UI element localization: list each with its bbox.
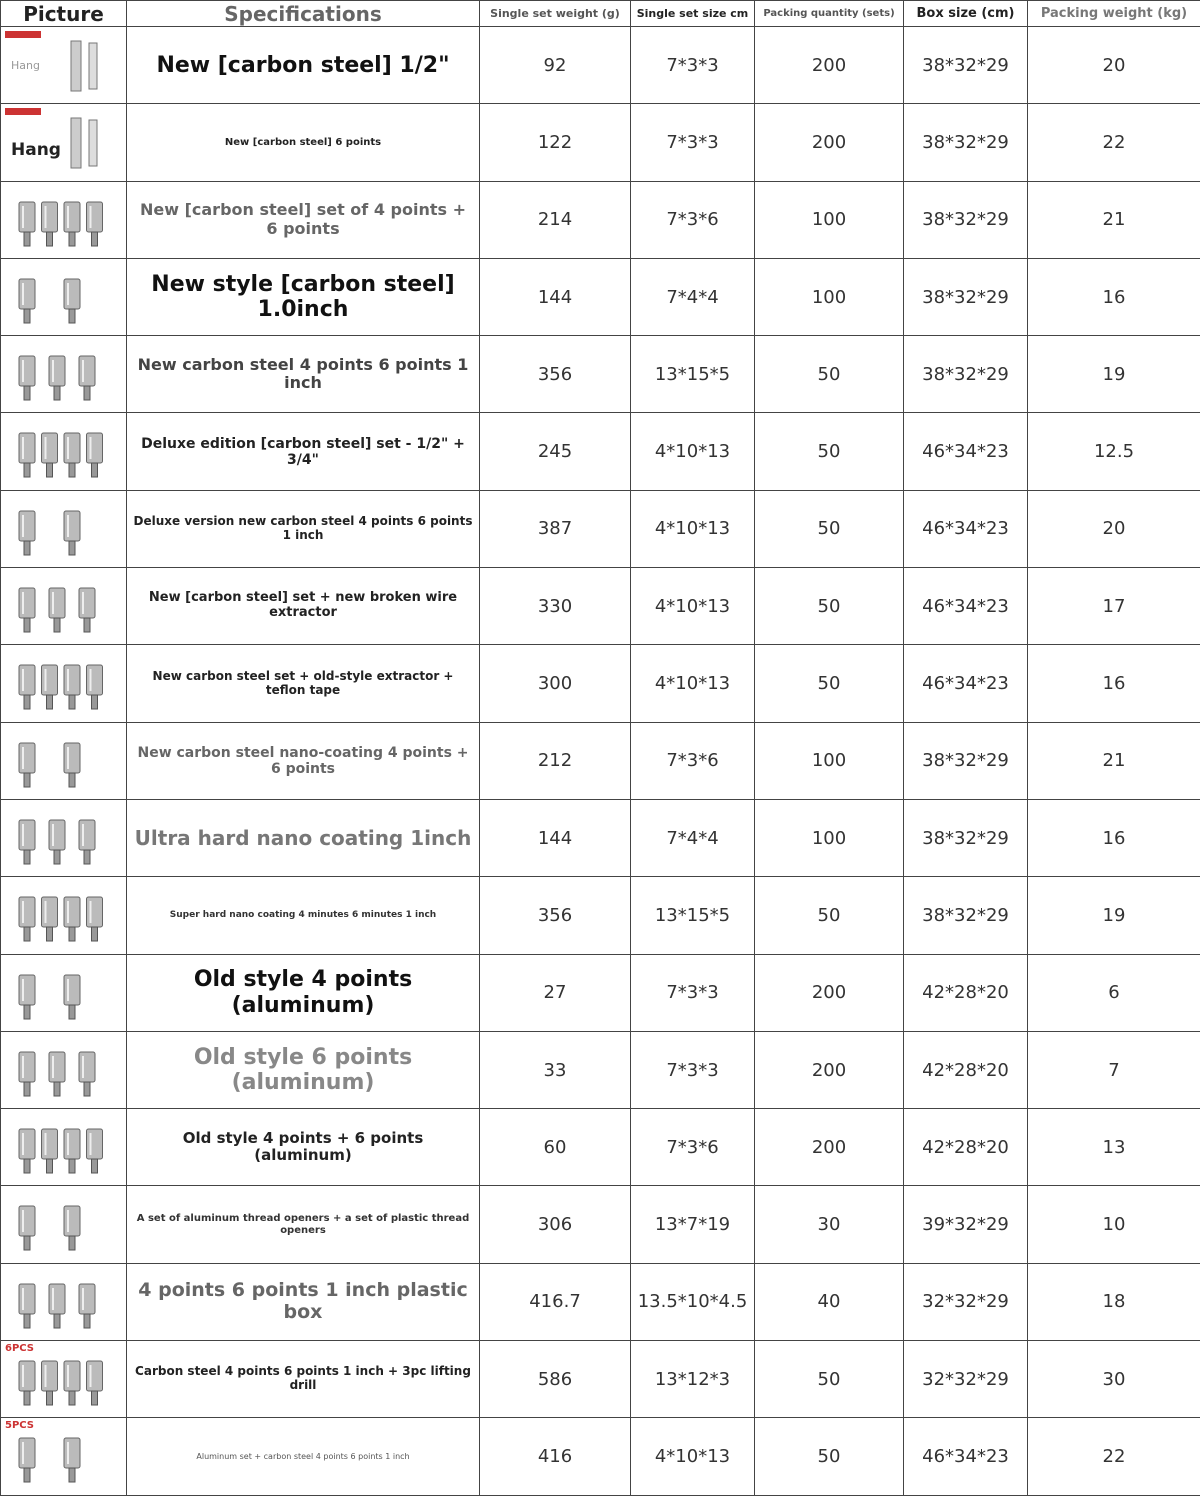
product-image-icon: [9, 1117, 121, 1183]
size-cell: 13*12*3: [631, 1341, 755, 1418]
product-image-icon: [9, 267, 121, 333]
table-row: [1, 1031, 1200, 1108]
spec-cell: New carbon steel set + old-style extractor + teflon tape: [127, 645, 480, 722]
table-row: [1, 181, 1200, 258]
box-cell: 32*32*29: [904, 1341, 1028, 1418]
box-cell: 38*32*29: [904, 722, 1028, 799]
packing-weight-cell: 7: [1028, 1031, 1200, 1108]
box-cell: 38*32*29: [904, 104, 1028, 181]
qty-cell: 200: [755, 104, 904, 181]
weight-cell: 33: [480, 1031, 631, 1108]
weight-cell: 416.7: [480, 1263, 631, 1340]
box-cell: 42*28*20: [904, 1109, 1028, 1186]
size-cell: 13*7*19: [631, 1186, 755, 1263]
table-row: [1, 645, 1200, 722]
qty-cell: 50: [755, 413, 904, 490]
header-picture: Picture: [1, 1, 127, 27]
weight-cell: 60: [480, 1109, 631, 1186]
packing-weight-cell: 12.5: [1028, 413, 1200, 490]
weight-cell: 356: [480, 336, 631, 413]
spec-cell: Old style 6 points (aluminum): [127, 1031, 480, 1108]
size-cell: 7*3*3: [631, 1031, 755, 1108]
size-cell: 4*10*13: [631, 1418, 755, 1495]
box-cell: 42*28*20: [904, 1031, 1028, 1108]
size-cell: 7*3*3: [631, 27, 755, 104]
packing-weight-cell: 13: [1028, 1109, 1200, 1186]
size-cell: 7*4*4: [631, 799, 755, 876]
table-row: [1, 954, 1200, 1031]
packing-weight-cell: 16: [1028, 799, 1200, 876]
size-cell: 7*3*6: [631, 722, 755, 799]
qty-cell: 50: [755, 1341, 904, 1418]
picture-cell: [1, 490, 127, 567]
pic-badge: 6PCS: [5, 1343, 34, 1354]
table-row: [1, 413, 1200, 490]
spec-cell: Ultra hard nano coating 1inch: [127, 799, 480, 876]
size-cell: 7*3*6: [631, 1109, 755, 1186]
qty-cell: 200: [755, 954, 904, 1031]
picture-cell: [1, 27, 127, 104]
product-image-icon: [9, 112, 121, 178]
weight-cell: 212: [480, 722, 631, 799]
qty-cell: 50: [755, 490, 904, 567]
product-image-icon: [9, 731, 121, 797]
table-row: [1, 104, 1200, 181]
spec-cell: 4 points 6 points 1 inch plastic box: [127, 1263, 480, 1340]
spec-cell: New carbon steel 4 points 6 points 1 inch: [127, 336, 480, 413]
packing-weight-cell: 6: [1028, 954, 1200, 1031]
pic-badge: 5PCS: [5, 1420, 34, 1431]
box-cell: 38*32*29: [904, 258, 1028, 335]
size-cell: 7*3*6: [631, 181, 755, 258]
packing-weight-cell: 21: [1028, 722, 1200, 799]
table-row: [1, 258, 1200, 335]
qty-cell: 200: [755, 1031, 904, 1108]
box-cell: 38*32*29: [904, 27, 1028, 104]
product-image-icon: [9, 344, 121, 410]
picture-cell: [1, 1263, 127, 1340]
spec-cell: New style [carbon steel] 1.0inch: [127, 258, 480, 335]
box-cell: 42*28*20: [904, 954, 1028, 1031]
spec-cell: Super hard nano coating 4 minutes 6 minutes 1 inch: [127, 877, 480, 954]
weight-cell: 245: [480, 413, 631, 490]
header-packing-weight: Packing weight (kg): [1028, 1, 1200, 27]
spec-cell: New carbon steel nano-coating 4 points + 6 points: [127, 722, 480, 799]
packing-weight-cell: 16: [1028, 645, 1200, 722]
spec-cell: Deluxe version new carbon steel 4 points 6 points 1 inch: [127, 490, 480, 567]
size-cell: 4*10*13: [631, 645, 755, 722]
size-cell: 4*10*13: [631, 413, 755, 490]
table-row: [1, 1109, 1200, 1186]
box-cell: 38*32*29: [904, 336, 1028, 413]
box-cell: 46*34*23: [904, 490, 1028, 567]
qty-cell: 100: [755, 181, 904, 258]
box-cell: 46*34*23: [904, 1418, 1028, 1495]
qty-cell: 100: [755, 722, 904, 799]
table-row: [1, 1418, 1200, 1495]
weight-cell: 144: [480, 799, 631, 876]
picture-cell: [1, 645, 127, 722]
table-row: [1, 1341, 1200, 1418]
box-cell: 38*32*29: [904, 799, 1028, 876]
header-weight: Single set weight (g): [480, 1, 631, 27]
box-cell: 46*34*23: [904, 568, 1028, 645]
table-row: [1, 568, 1200, 645]
product-image-icon: [9, 421, 121, 487]
picture-cell: [1, 568, 127, 645]
picture-cell: [1, 413, 127, 490]
weight-cell: 387: [480, 490, 631, 567]
qty-cell: 200: [755, 27, 904, 104]
product-image-icon: [9, 1349, 121, 1415]
box-cell: 39*32*29: [904, 1186, 1028, 1263]
size-cell: 13.5*10*4.5: [631, 1263, 755, 1340]
product-image-icon: [9, 576, 121, 642]
packing-weight-cell: 19: [1028, 336, 1200, 413]
weight-cell: 144: [480, 258, 631, 335]
size-cell: 7*3*3: [631, 104, 755, 181]
size-cell: 4*10*13: [631, 568, 755, 645]
product-image-icon: [9, 653, 121, 719]
packing-weight-cell: 20: [1028, 490, 1200, 567]
picture-cell: [1, 1186, 127, 1263]
pic-label: Hang: [11, 59, 40, 72]
table-row: [1, 490, 1200, 567]
picture-cell: [1, 1341, 127, 1418]
size-cell: 13*15*5: [631, 336, 755, 413]
size-cell: 7*4*4: [631, 258, 755, 335]
weight-cell: 92: [480, 27, 631, 104]
packing-weight-cell: 10: [1028, 1186, 1200, 1263]
box-cell: 46*34*23: [904, 645, 1028, 722]
product-image-icon: [9, 190, 121, 256]
picture-cell: [1, 1418, 127, 1495]
table-row: [1, 722, 1200, 799]
picture-cell: [1, 336, 127, 413]
qty-cell: 50: [755, 336, 904, 413]
qty-cell: 200: [755, 1109, 904, 1186]
packing-weight-cell: 17: [1028, 568, 1200, 645]
packing-weight-cell: 30: [1028, 1341, 1200, 1418]
header-specifications: Specifications: [127, 1, 480, 27]
qty-cell: 40: [755, 1263, 904, 1340]
weight-cell: 27: [480, 954, 631, 1031]
picture-cell: [1, 799, 127, 876]
product-image-icon: [9, 499, 121, 565]
qty-cell: 50: [755, 877, 904, 954]
product-image-icon: [9, 1272, 121, 1338]
box-cell: 38*32*29: [904, 877, 1028, 954]
qty-cell: 30: [755, 1186, 904, 1263]
qty-cell: 100: [755, 799, 904, 876]
weight-cell: 214: [480, 181, 631, 258]
spec-cell: Aluminum set + carbon steel 4 points 6 points 1 inch: [127, 1418, 480, 1495]
packing-weight-cell: 22: [1028, 104, 1200, 181]
product-image-icon: [9, 885, 121, 951]
qty-cell: 100: [755, 258, 904, 335]
table-row: [1, 336, 1200, 413]
weight-cell: 306: [480, 1186, 631, 1263]
picture-cell: [1, 181, 127, 258]
qty-cell: 50: [755, 568, 904, 645]
picture-cell: [1, 954, 127, 1031]
qty-cell: 50: [755, 1418, 904, 1495]
table-row: [1, 877, 1200, 954]
box-cell: 38*32*29: [904, 181, 1028, 258]
product-image-icon: [9, 963, 121, 1029]
picture-cell: [1, 877, 127, 954]
header-qty: Packing quantity (sets): [755, 1, 904, 27]
spec-cell: New [carbon steel] 6 points: [127, 104, 480, 181]
table-row: [1, 1186, 1200, 1263]
header-row: [1, 1, 1200, 27]
size-cell: 4*10*13: [631, 490, 755, 567]
weight-cell: 356: [480, 877, 631, 954]
spec-cell: A set of aluminum thread openers + a set of plastic thread openers: [127, 1186, 480, 1263]
picture-cell: [1, 1109, 127, 1186]
weight-cell: 330: [480, 568, 631, 645]
weight-cell: 416: [480, 1418, 631, 1495]
packing-weight-cell: 22: [1028, 1418, 1200, 1495]
header-box: Box size (cm): [904, 1, 1028, 27]
picture-cell: [1, 1031, 127, 1108]
picture-cell: [1, 722, 127, 799]
weight-cell: 586: [480, 1341, 631, 1418]
pic-label: Hang: [11, 140, 61, 160]
spec-cell: New [carbon steel] 1/2": [127, 27, 480, 104]
weight-cell: 300: [480, 645, 631, 722]
picture-cell: [1, 104, 127, 181]
spec-cell: Carbon steel 4 points 6 points 1 inch + 3pc lifting drill: [127, 1341, 480, 1418]
spec-cell: Old style 4 points + 6 points (aluminum): [127, 1109, 480, 1186]
product-image-icon: [9, 1194, 121, 1260]
box-cell: 32*32*29: [904, 1263, 1028, 1340]
table-body: [1, 27, 1200, 1496]
table-row: [1, 799, 1200, 876]
table-row: [1, 1263, 1200, 1340]
product-image-icon: [9, 35, 121, 101]
packing-weight-cell: 20: [1028, 27, 1200, 104]
spec-cell: Old style 4 points (aluminum): [127, 954, 480, 1031]
picture-cell: [1, 258, 127, 335]
header-size: Single set size cm: [631, 1, 755, 27]
size-cell: 13*15*5: [631, 877, 755, 954]
packing-weight-cell: 21: [1028, 181, 1200, 258]
box-cell: 46*34*23: [904, 413, 1028, 490]
product-image-icon: [9, 1040, 121, 1106]
qty-cell: 50: [755, 645, 904, 722]
spec-cell: Deluxe edition [carbon steel] set - 1/2" + 3/4": [127, 413, 480, 490]
packing-weight-cell: 19: [1028, 877, 1200, 954]
weight-cell: 122: [480, 104, 631, 181]
spec-cell: New [carbon steel] set + new broken wire extractor: [127, 568, 480, 645]
size-cell: 7*3*3: [631, 954, 755, 1031]
packing-weight-cell: 16: [1028, 258, 1200, 335]
table-row: [1, 27, 1200, 104]
product-image-icon: [9, 1426, 121, 1492]
product-image-icon: [9, 808, 121, 874]
spec-cell: New [carbon steel] set of 4 points + 6 points: [127, 181, 480, 258]
packing-weight-cell: 18: [1028, 1263, 1200, 1340]
